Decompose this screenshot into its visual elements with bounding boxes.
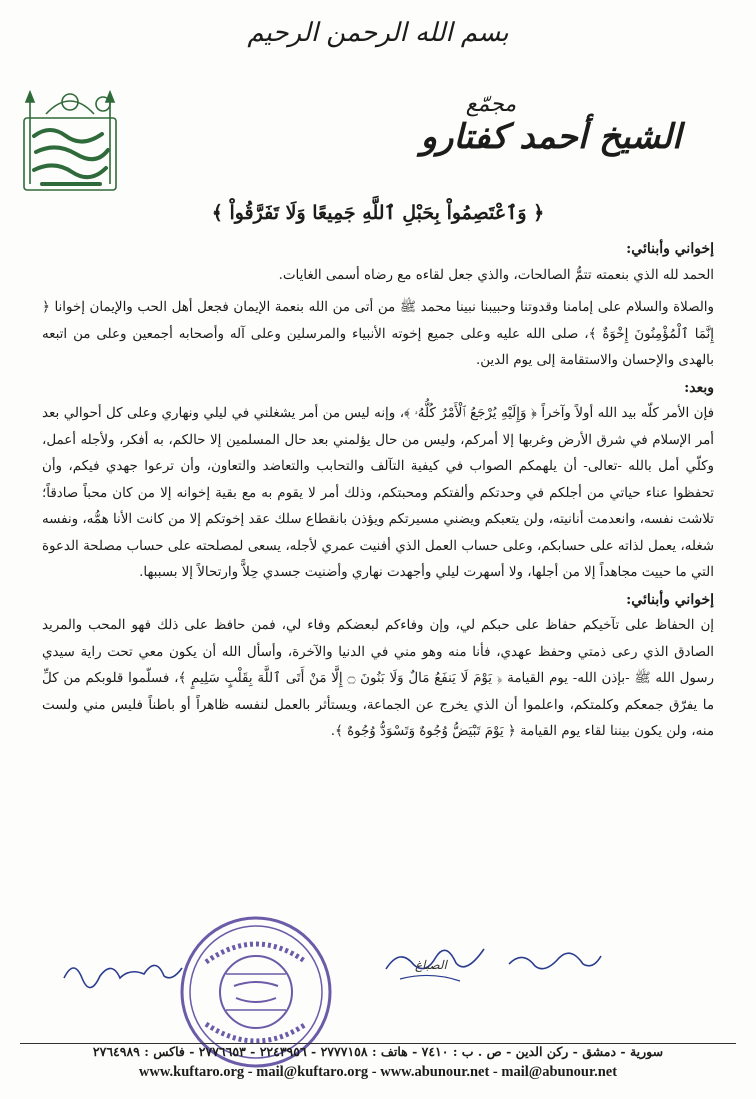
org-name-line1: مجمّع	[465, 92, 517, 117]
paragraph-2: والصلاة والسلام على إمامنا وقدوتنا وحبيبنا نبينا محمد ﷺ من أتى من الله بنعمة الإيمان فجعل أهل الحب والإيمان إخوانا ﴿ إِنَّمَا ٱلْمُؤْمِنُونَ إِخْوَةٌ ﴾، صلى الله عليه وعلى جميع إخوته الأنبياء والمرسلين وعلى آله وأصحابه أجمعين وعلى من اتبعه بالهدى والإحسان والاستقامة إلى يوم الدين.	[42, 300, 714, 368]
paragraph-1: الحمد لله الذي بنعمته تتمُّ الصالحات، والذي جعل لقاءه مع رضاه أسمى الغايات.	[278, 267, 714, 283]
quran-verse-heading: ﴿ وَٱعْتَصِمُواْ بِحَبْلِ ٱللَّهِ جَمِيعًا وَلَا تَفَرَّقُواْ ﴾	[211, 202, 545, 224]
after-heading: وبعد:	[684, 379, 714, 396]
org-name-line2: الشيخ أحمد كفتارو	[420, 117, 682, 157]
signature-label: الصباغ	[415, 958, 447, 972]
greeting-heading: إخواني وأبنائي:	[626, 241, 714, 257]
footer-address: سورية - دمشق - ركن الدين - ص . ب : ٧٤١٠ - هاتف : ٢٧٧٧١٥٨ - ٢٢٤٣٩٥٦ - ٢٧٧٦٦٥٣ - فاكس : ٢٧٦٤٩٨٩	[92, 1044, 664, 1059]
signature-right	[505, 940, 605, 980]
footer-web-links: www.kuftaro.org - mail@kuftaro.org - www.abunour.net - mail@abunour.net	[138, 1064, 618, 1080]
paragraph-4: إن الحفاظ على تآخيكم حفاظ على حبكم لي، وإن وفاءكم لبعضكم وفاء لي، فمن حافظ على ذلك فهو المحب والمريد الصادق الذي رعى ذمتي وحفظ عهدي، فأنا منه وهو مني في الدنيا والآخرة، وأسأل الله أن يكون معي تحت راية سيدي رسول الله ﷺ -بإذن الله- يوم القيامة ﴿ يَوْمَ لَا يَنفَعُ مَالٌ وَلَا بَنُونَ ۝ إِلَّا مَنْ أَتَى ٱللَّهَ بِقَلْبٍ سَلِيمٍ ﴾، فسلّموا قلوبكم من كلِّ ما يفرّق جمعكم وكلمتكم، واعلموا أن الذي يخرج عن الجماعة، ويستأثر بالعمل لنفسه ظاهراً أو باطناً فليس مني ولست منه، ولن يكون بيننا لقاء يوم القيامة ﴿ يَوْمَ تَبْيَضُّ وُجُوهٌ وَتَسْوَدُّ وُجُوهٌ ﴾.	[42, 618, 714, 739]
mosque-logo-icon	[16, 84, 124, 196]
paragraph-3: فإن الأمر كلّه بيد الله أولاً وآخراً ﴿ وَإِلَيْهِ يُرْجَعُ ٱلْأَمْرُ كُلُّهُۥ ﴾، وإنه ليس من أمر يشغلني في ليلي ونهاري وعلى كل أحوالي بعد أمر الإسلام في شرق الأرض وغربها إلا أمركم، وليس من حال يؤلمني بعد حال المسلمين إلا حالكم، به أفكر، ولأجله أعمل، وكلّي أمل بالله -تعالى- أن يلهمكم الصواب في كيفية التآلف والتحابب والتعاضد والتعاون، وأن ترعوا جهدي فيكم، وأن تحفظوا عناء حياتي من أجلكم في وحدتكم وألفتكم ومحبتكم، وذلك أمر لا يقوم به مع بقية إخوانه إلا من كان محباً صادقاً؛ تلاشت نفسه، وانعدمت أنانيته، ولن يتعبكم ويضني مسيرتكم ويؤذن بانقطاع سلك عقد إخوتكم إلا من كانت الأنا همُّه، ونفسه شغله، يعمل لذاته على حسابكم، وعلى حساب العمل الذي أفنيت عمري لأجله، يسعى لمصلحته على حساب مصلحة الدعوة التي ما حييت مجاهداً إلا من أجلها، ولا أسهرت ليلي وأجهدت نهاري وأضنيت جسدي حِلاًّ وارتحالاً إلا بسببها.	[42, 406, 714, 580]
letter-body	[42, 236, 714, 746]
organization-name	[386, 92, 716, 157]
signature-left	[60, 948, 185, 993]
greeting-heading-2: إخواني وأبنائي:	[626, 591, 714, 608]
basmala-heading: بسم الله الرحمن الرحيم	[247, 18, 509, 48]
